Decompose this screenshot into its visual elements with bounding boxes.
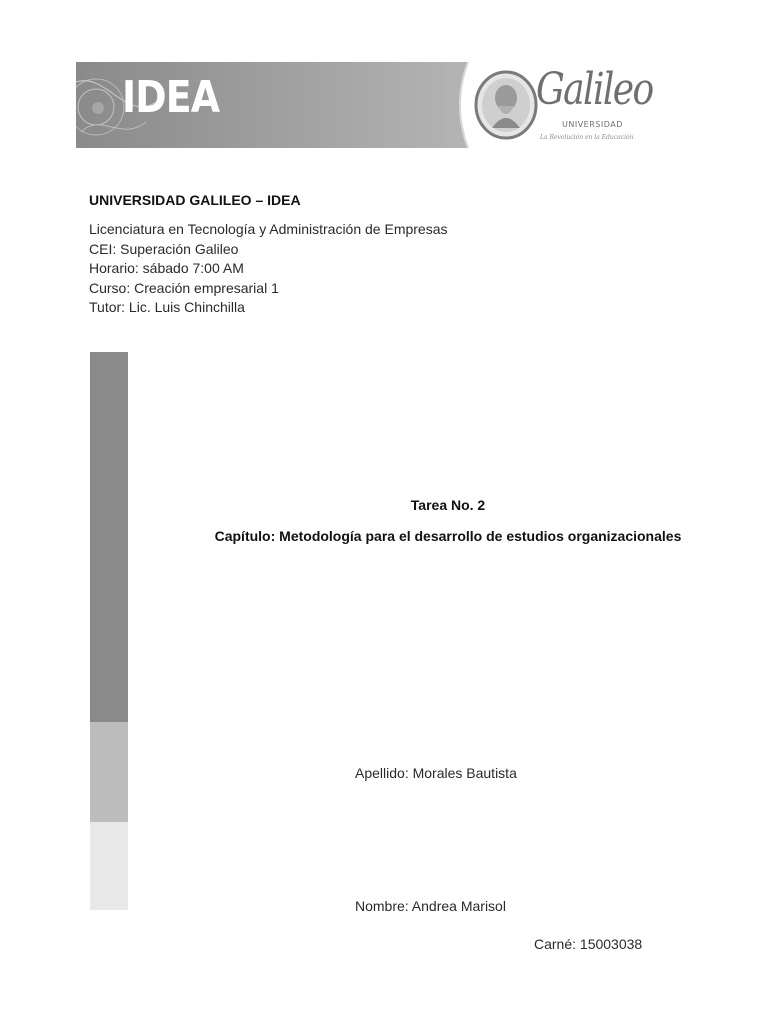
student-name: Nombre: Andrea Marisol	[355, 898, 506, 914]
header-banner	[76, 62, 662, 148]
chapter-title: Capítulo: Metodología para el desarrollo de estudios organizacionales	[214, 528, 682, 544]
course-info-list	[89, 220, 448, 318]
idea-banner-panel	[76, 62, 460, 148]
galileo-logo-wordmark: Galileo	[536, 64, 653, 115]
universidad-wordmark: UNIVERSIDAD	[562, 120, 623, 129]
task-title: Tarea No. 2	[410, 497, 486, 513]
university-title: UNIVERSIDAD GALILEO – IDEA	[89, 192, 301, 208]
center-line: CEI: Superación Galileo	[89, 240, 239, 257]
logo-tagline: La Revolución en la Educación	[540, 134, 634, 141]
course-line: Curso: Creación empresarial 1	[89, 279, 279, 296]
side-bar-medium	[90, 722, 128, 822]
side-bar-dark	[90, 352, 128, 722]
galileo-portrait-seal-icon	[474, 70, 538, 140]
student-id: Carné: 15003038	[534, 936, 643, 952]
student-surname: Apellido: Morales Bautista	[355, 765, 517, 781]
idea-logo-text: IDEA	[122, 72, 220, 123]
tutor-line: Tutor: Lic. Luis Chinchilla	[89, 299, 245, 315]
program-line: Licenciatura en Tecnología y Administración de Empresas	[89, 221, 448, 237]
side-bar-light	[90, 822, 128, 910]
schedule-line: Horario: sábado 7:00 AM	[89, 260, 244, 276]
galileo-logo-panel	[474, 62, 662, 148]
